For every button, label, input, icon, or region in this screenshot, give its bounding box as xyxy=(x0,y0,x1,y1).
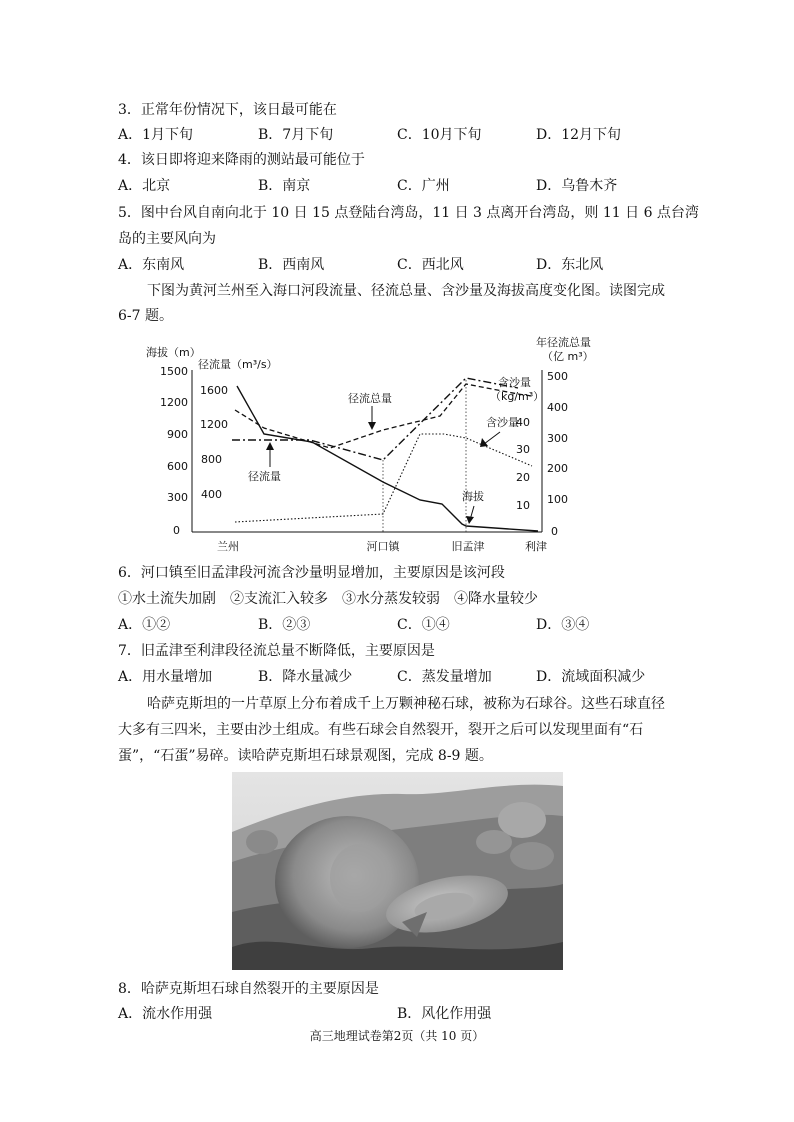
stone-ball-photo-svg xyxy=(232,772,563,970)
right-outer-tick: 100 xyxy=(547,493,568,506)
arrow-elevation-head xyxy=(466,516,474,524)
q7-option-b: B．降水量减少 xyxy=(258,669,353,685)
arrow-total-runoff-head xyxy=(368,422,376,430)
page-footer: 高三地理试卷第2页（共 10 页） xyxy=(309,1029,485,1043)
q8-stem: 8．哈萨克斯坦石球自然裂开的主要原因是 xyxy=(118,981,379,997)
q8-option-a: A．流水作用强 xyxy=(118,1006,213,1022)
left-inner-tick: 1600 xyxy=(200,384,228,397)
x-label-lijin: 利津 xyxy=(525,540,547,553)
left-inner-tick: 400 xyxy=(201,488,222,501)
q4-stem: 4．该日即将迎来降雨的测站最可能位于 xyxy=(118,152,365,168)
q7-option-c: C．蒸发量增加 xyxy=(397,669,492,685)
right-outer-axis-label-1: 年径流总量 xyxy=(536,336,591,349)
left-inner-tick: 1200 xyxy=(200,418,228,431)
right-inner-tick: 20 xyxy=(516,471,530,484)
left-outer-tick: 600 xyxy=(167,460,188,473)
q5-option-a: A．东南风 xyxy=(118,257,185,273)
q5-stem-line-2: 岛的主要风向为 xyxy=(118,231,216,247)
arrow-discharge-head xyxy=(266,442,274,450)
intro-89-line-3: 蛋”，“石蛋”易碎。读哈萨克斯坦石球景观图，完成 8-9 题。 xyxy=(118,748,493,764)
q6-option-b: B．②③ xyxy=(258,617,311,633)
right-outer-tick: 400 xyxy=(547,401,568,414)
right-outer-tick: 0 xyxy=(551,525,558,538)
right-inner-tick: 40 xyxy=(516,416,530,429)
label-elevation: 海拔 xyxy=(462,490,484,503)
label-discharge: 径流量 xyxy=(248,470,281,483)
q6-stem: 6．河口镇至旧孟津段河流含沙量明显增加，主要原因是该河段 xyxy=(118,565,505,581)
q4-option-c: C．广州 xyxy=(397,178,450,194)
intro-67-line-1: 下图为黄河兰州至入海口河段流量、径流总量、含沙量及海拔高度变化图。读图完成 xyxy=(147,283,665,299)
yellow-river-chart xyxy=(140,330,600,560)
right-outer-tick: 500 xyxy=(547,370,568,383)
left-outer-tick: 1500 xyxy=(160,365,188,378)
q8-option-b: B．风化作用强 xyxy=(397,1006,492,1022)
q6-option-a: A．①② xyxy=(118,617,171,633)
chart-svg xyxy=(140,330,600,560)
q7-stem: 7．旧孟津至利津段径流总量不断降低，主要原因是 xyxy=(118,643,435,659)
left-outer-axis-label: 海拔（m） xyxy=(146,346,201,359)
label-sediment: 含沙量 xyxy=(486,416,519,429)
right-inner-tick: 10 xyxy=(516,499,530,512)
arrow-sediment xyxy=(484,432,500,444)
label-total-runoff: 径流总量 xyxy=(348,392,392,405)
right-outer-tick: 200 xyxy=(547,462,568,475)
q5-option-b: B．西南风 xyxy=(258,257,325,273)
right-outer-axis-label-2: （亿 m³） xyxy=(542,350,594,363)
left-outer-tick: 1200 xyxy=(160,396,188,409)
series-elevation xyxy=(237,386,538,531)
q5-option-d: D．东北风 xyxy=(536,257,604,273)
x-label-hekouzhen: 河口镇 xyxy=(366,540,400,553)
x-label-lanzhou: 兰州 xyxy=(217,540,239,553)
intro-89-line-2: 大多有三四米，主要由沙土组成。有些石球会自然裂开，裂开之后可以发现里面有“石 xyxy=(118,722,644,738)
q3-option-b: B．7月下旬 xyxy=(258,127,334,143)
q3-option-d: D．12月下旬 xyxy=(536,127,622,143)
left-outer-tick: 300 xyxy=(167,491,188,504)
intro-89-line-1: 哈萨克斯坦的一片草原上分布着成千上万颗神秘石球，被称为石球谷。这些石球直径 xyxy=(147,696,665,712)
q4-option-b: B．南京 xyxy=(258,178,311,194)
stone-ball-photo xyxy=(232,772,563,970)
series-discharge xyxy=(232,378,518,460)
q4-option-a: A．北京 xyxy=(118,178,171,194)
q6-option-c: C．①④ xyxy=(397,617,450,633)
q6-choices: ①水土流失加剧 ②支流汇入较多 ③水分蒸发较弱 ④降水量较少 xyxy=(118,591,538,607)
q6-option-d: D．③④ xyxy=(536,617,590,633)
right-inner-axis-label-2: （kg/m³） xyxy=(490,390,545,403)
intro-67-line-2: 6-7 题。 xyxy=(118,308,173,324)
left-inner-tick: 800 xyxy=(201,453,222,466)
q4-option-d: D．乌鲁木齐 xyxy=(536,178,618,194)
left-outer-tick: 900 xyxy=(167,428,188,441)
right-outer-tick: 300 xyxy=(547,432,568,445)
q7-option-d: D．流域面积减少 xyxy=(536,669,646,685)
q7-option-a: A．用水量增加 xyxy=(118,669,213,685)
q3-option-a: A．1月下旬 xyxy=(118,127,194,143)
q5-stem-line-1: 5．图中台风自南向北于 10 日 15 点登陆台湾岛，11 日 3 点离开台湾岛，则 11 日 6 点台湾 xyxy=(118,205,699,221)
q3-stem: 3．正常年份情况下，该日最可能在 xyxy=(118,102,337,118)
x-label-jiumengjin: 旧孟津 xyxy=(451,540,485,553)
left-inner-axis-label: 径流量（m³/s） xyxy=(198,358,278,371)
left-outer-tick: 0 xyxy=(173,524,180,537)
q3-option-c: C．10月下旬 xyxy=(397,127,482,143)
right-inner-axis-label-1: 含沙量 xyxy=(498,376,531,389)
q5-option-c: C．西北风 xyxy=(397,257,464,273)
right-inner-tick: 30 xyxy=(516,443,530,456)
